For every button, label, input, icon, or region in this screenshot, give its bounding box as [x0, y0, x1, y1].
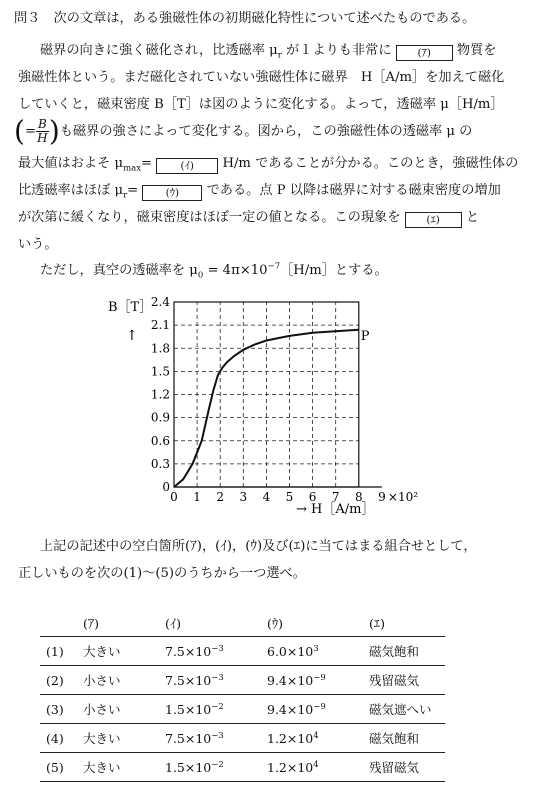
table-header: (ｱ) — [77, 610, 159, 637]
cell-b-base: 7.5×10 — [165, 672, 212, 688]
cell-b-exponent: −3 — [211, 730, 224, 741]
y-tick-label: 0.3 — [150, 456, 170, 471]
blank-box-c: (ｳ) — [142, 185, 202, 201]
text-segment: = — [127, 183, 143, 198]
close-paren: ) — [48, 114, 60, 148]
cell-d: 磁気飽和 — [363, 724, 445, 753]
question-heading: 問３ 次の文章は，ある強磁性体の初期磁化特性について述べたものである。 — [14, 11, 476, 26]
question-line-4: していくと，磁束密度 B［T］は図のように変化する。よって，透磁率 μ［H/m］ — [18, 97, 504, 112]
superscript: −7 — [267, 261, 281, 272]
text-segment: が次第に緩くなり，磁束密度はほぼ一定の値となる。この現象を — [18, 210, 405, 225]
x-tick-label: 1 — [193, 490, 201, 504]
question-line-3: 強磁性体という。まだ磁化されていない強磁性体に磁界 H［A/m］を加えて磁化 — [18, 70, 505, 85]
fraction-denominator: H — [37, 131, 48, 145]
x-tick-label: 6 — [308, 490, 317, 504]
cell-c-base: 6.0×10 — [267, 643, 314, 659]
subscript: r — [277, 50, 282, 61]
cell-c-exponent: 3 — [313, 643, 319, 654]
x-tick-label: 4 — [262, 490, 271, 504]
cell-c-exponent: 4 — [313, 759, 319, 770]
text-segment: 物質を — [452, 43, 497, 58]
cell-c-exponent: −9 — [313, 672, 326, 683]
x-tick-label: 8 — [354, 490, 363, 504]
cell-c — [261, 695, 363, 724]
cell-b-base: 1.5×10 — [165, 701, 212, 717]
cell-b — [159, 753, 261, 782]
text-segment: が１よりも非常に — [281, 43, 396, 58]
cell-b — [159, 666, 261, 695]
table-row — [40, 637, 445, 666]
text-segment: ただし，真空の透磁率を μ — [40, 263, 198, 278]
cell-a: 大きい — [77, 724, 159, 753]
cell-c-base: 9.4×10 — [267, 701, 314, 717]
cell-c — [261, 724, 363, 753]
x-tick-label: 7 — [331, 490, 340, 504]
cell-b — [159, 695, 261, 724]
subscript: max — [123, 163, 141, 174]
y-axis-arrow: ↑ — [126, 328, 138, 344]
y-tick-label: 1.8 — [150, 341, 170, 356]
text-segment: も磁界の強さによって変化する。図から，この強磁性体の透磁率 μ の — [59, 124, 473, 139]
x-axis-multiplier: ×10² — [387, 490, 419, 504]
cell-a: 小さい — [77, 695, 159, 724]
open-paren: ( — [14, 114, 25, 148]
x-tick-label: 3 — [239, 490, 248, 504]
x-tick-label: 5 — [285, 490, 294, 504]
cell-c — [261, 753, 363, 782]
cell-d: 磁気飽和 — [363, 637, 445, 666]
cell-d: 残留磁気 — [363, 666, 445, 695]
y-tick-label: 1.5 — [150, 364, 170, 379]
cell-d: 残留磁気 — [363, 753, 445, 782]
cell-b-exponent: −3 — [211, 643, 224, 654]
fraction-numerator: B — [38, 117, 47, 131]
cell-b-exponent: −2 — [211, 759, 224, 770]
text-segment: = 4π×10 — [203, 263, 268, 278]
choice-number: (2) — [40, 666, 77, 695]
text-segment: ［H/m］とする。 — [280, 263, 388, 278]
cell-b-base: 7.5×10 — [165, 730, 212, 746]
table-header: (ｳ) — [261, 610, 363, 637]
x-axis-label: → H［A/m］ — [296, 502, 375, 517]
blank-box-a: (ｱ) — [396, 45, 453, 61]
text-segment: = — [141, 156, 157, 171]
table-row — [40, 695, 445, 724]
text-segment: である。点 P 以降は磁界に対する磁束密度の増加 — [202, 183, 501, 198]
text-segment: と — [461, 210, 480, 225]
y-tick-label: 0.6 — [150, 433, 170, 448]
table-header: (ｲ) — [159, 610, 261, 637]
choice-number: (3) — [40, 695, 77, 724]
cell-b — [159, 724, 261, 753]
cell-a: 大きい — [77, 753, 159, 782]
x-tick-label: 9 — [378, 490, 386, 504]
instruction-line-2: 正しいものを次の(1)〜(5)のうちから一つ選べ。 — [18, 566, 306, 581]
cell-c — [261, 666, 363, 695]
x-tick-label: 2 — [216, 490, 225, 504]
choice-number: (5) — [40, 753, 77, 782]
table-header — [40, 610, 77, 637]
cell-c-exponent: 4 — [313, 730, 319, 741]
subscript: r — [123, 190, 128, 201]
y-axis-label: B［T］ — [108, 300, 153, 315]
point-p-label: P — [360, 328, 370, 344]
cell-c-base: 1.2×10 — [267, 730, 314, 746]
table-row — [40, 753, 445, 782]
x-tick-label: 0 — [170, 490, 178, 504]
text-segment: 比透磁率はほぼ μ — [18, 183, 124, 198]
equals-sign: = — [24, 124, 36, 139]
choice-number: (4) — [40, 724, 77, 753]
cell-c-base: 1.2×10 — [267, 759, 314, 775]
question-line-9: いう。 — [18, 237, 58, 252]
table-row — [40, 724, 445, 753]
table-header-row — [40, 610, 445, 637]
chart-grid — [174, 302, 359, 487]
table-row — [40, 666, 445, 695]
table-header: (ｴ) — [363, 610, 445, 637]
cell-b-exponent: −2 — [211, 701, 224, 712]
y-tick-label: 1.2 — [150, 387, 170, 402]
y-tick-label: 2.1 — [150, 318, 170, 333]
answer-choices-table — [40, 610, 445, 782]
cell-c-exponent: −9 — [313, 701, 326, 712]
cell-b-base: 1.5×10 — [165, 759, 212, 775]
blank-box-b: (ｲ) — [156, 158, 218, 174]
y-tick-label: 0.9 — [150, 410, 170, 425]
cell-d: 磁気遮へい — [363, 695, 445, 724]
text-segment: H/m であることが分かる。このとき，強磁性体の — [218, 156, 519, 171]
text-segment: 最大値はおよそ μ — [18, 156, 124, 171]
y-tick-label: 2.4 — [150, 295, 170, 309]
instruction-line-1: 上記の記述中の空白箇所(ｱ)，(ｲ)，(ｳ)及び(ｴ)に当てはまる組合せとして， — [40, 539, 477, 554]
cell-b-base: 7.5×10 — [165, 643, 212, 659]
text-segment: 磁界の向きに強く磁化され，比透磁率 μ — [40, 43, 278, 58]
cell-b-exponent: −3 — [211, 672, 224, 683]
subscript: 0 — [197, 270, 204, 281]
blank-box-d: (ｴ) — [405, 212, 462, 228]
cell-c — [261, 637, 363, 666]
cell-a: 大きい — [77, 637, 159, 666]
cell-a: 小さい — [77, 666, 159, 695]
choice-number: (1) — [40, 637, 77, 666]
cell-c-base: 9.4×10 — [267, 672, 314, 688]
y-tick-label: 0 — [162, 480, 170, 494]
cell-b — [159, 637, 261, 666]
